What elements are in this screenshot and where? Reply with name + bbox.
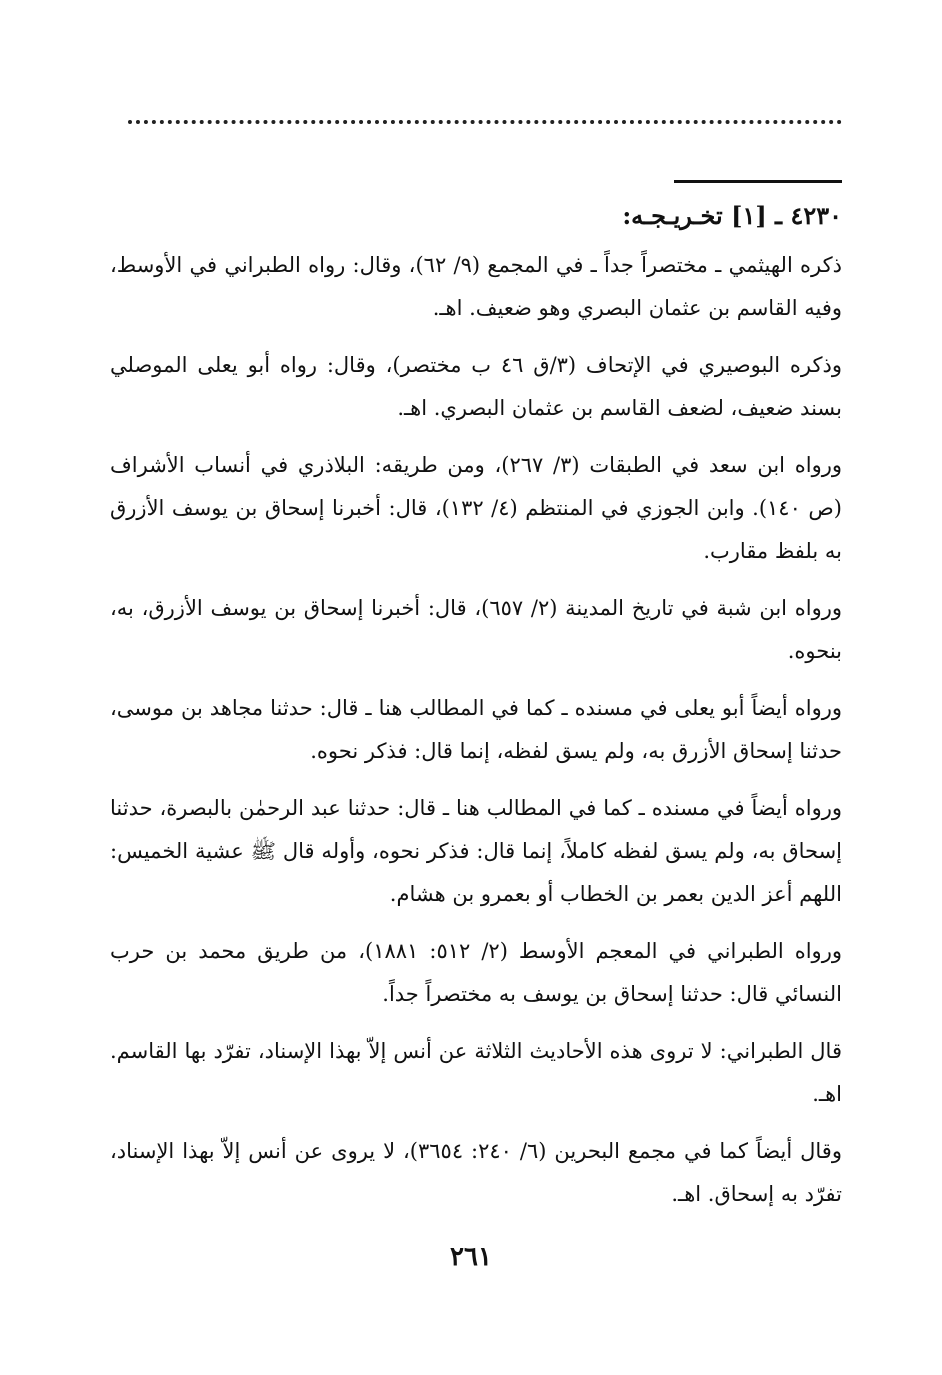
dotted-separator: [128, 120, 842, 124]
paragraph-1: ذكره الهيثمي ـ مختصراً جداً ـ في المجمع (٩/ ٦٢)، وقال: رواه الطبراني في الأوسط، وفيه القاسم بن عثمان البصري وهو ضعيف. اهـ.: [110, 253, 842, 320]
page-number: ٢٦١: [450, 1242, 492, 1272]
paragraph-7: ورواه الطبراني في المعجم الأوسط (٢/ ٥١٢: ١٨٨١)، من طريق محمد بن حرب النسائي قال: حدثنا إسحاق بن يوسف به مختصراً جداً.: [110, 939, 842, 1006]
paragraph-4: ورواه ابن شبة في تاريخ المدينة (٢/ ٦٥٧)، قال: أخبرنا إسحاق بن يوسف الأزرق، به، بنحوه.: [110, 596, 842, 663]
paragraph-8: قال الطبراني: لا تروى هذه الأحاديث الثلاثة عن أنس إلاّ بهذا الإسناد، تفرّد بها القاسم. اهـ.: [110, 1039, 842, 1106]
footnote-body: [110, 192, 842, 1230]
paragraph-6: ورواه أيضاً في مسنده ـ كما في المطالب هنا ـ قال: حدثنا عبد الرحمٰن بالبصرة، حدثنا إسحاق به، ولم يسق لفظه كاملاً، إنما قال: فذكر نحوه، وأوله قال ﷺ عشية الخميس: اللهم أعز الدين بعمر بن الخطاب أو بعمرو بن هشام.: [110, 796, 842, 906]
section-heading: ٤٢٣٠ ـ [١] تخـريـجـه:: [622, 201, 842, 230]
footnote-rule: [674, 180, 842, 183]
paragraph-5: ورواه أيضاً أبو يعلى في مسنده ـ كما في المطالب هنا ـ قال: حدثنا مجاهد بن موسى، حدثنا إسحاق الأزرق به، ولم يسق لفظه، إنما قال: فذكر نحوه.: [110, 696, 842, 763]
paragraph-2: وذكره البوصيري في الإتحاف (٣/ق ٤٦ ب مختصر)، وقال: رواه أبو يعلى الموصلي بسند ضعيف، لضعف القاسم بن عثمان البصري. اهـ.: [110, 353, 842, 420]
paragraph-3: ورواه ابن سعد في الطبقات (٣/ ٢٦٧)، ومن طريقه: البلاذري في أنساب الأشراف (ص ١٤٠). وابن الجوزي في المنتظم (٤/ ١٣٢)، قال: أخبرنا إسحاق بن يوسف الأزرق به بلفظ مقارب.: [110, 453, 842, 563]
paragraph-9: وقال أيضاً كما في مجمع البحرين (٦/ ٢٤٠: ٣٦٥٤)، لا يروى عن أنس إلاّ بهذا الإسناد، تفرّد به إسحاق. اهـ.: [110, 1139, 842, 1206]
